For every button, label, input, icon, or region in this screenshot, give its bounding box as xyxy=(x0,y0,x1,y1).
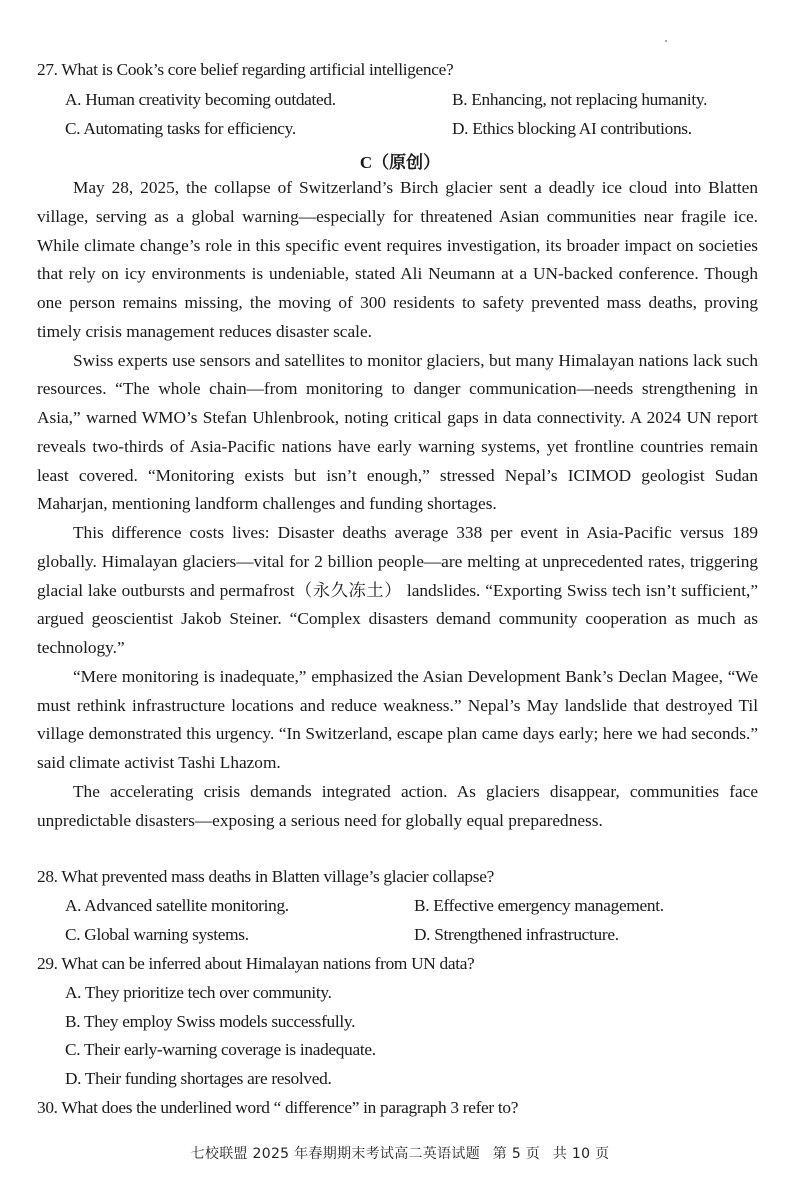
footer-total-pages: 共 10 页 xyxy=(552,1146,610,1162)
q28-option-a: A. Advanced satellite monitoring. xyxy=(65,896,289,915)
question-29-stem: 29. What can be inferred about Himalayan nations from UN data? xyxy=(37,954,475,973)
section-title: C（原创） xyxy=(359,153,441,172)
passage-paragraph-1: May 28, 2025, the collapse of Switzerland’s Birch glacier sent a deadly ice cloud into Blatten village, serving as a global warning—especially for threatened Asian communities near fragile ice. While climate change’s role in this specific event requires investigation, its broader impact on societies that rely on icy environments is undeniable, stated Ali Neumann at a UN-backed conference. Though one person remains missing, the moving of 300 residents to safety prevented mass deaths, proving timely crisis management reduces disaster scale. xyxy=(37,178,758,341)
page-footer xyxy=(0,1143,800,1163)
question-30-stem: 30. What does the underlined word “ difference” in paragraph 3 refer to? xyxy=(37,1098,519,1117)
passage-paragraph-2: Swiss experts use sensors and satellites to monitor glaciers, but many Himalayan nations lack such resources. “The whole chain—from monitoring to danger communication—needs strengthening in Asia,” warned WMO’s Stefan Uhlenbrook, noting critical gaps in data connectivity. A 2024 UN report reveals two-thirds of Asia-Pacific nations have early warning systems, yet frontline countries remain least covered. “Monitoring exists but isn’t enough,” stressed Nepal’s ICIMOD geologist Sudan Maharjan, mentioning landform challenges and funding shortages. xyxy=(37,350,758,514)
q29-option-c: C. Their early-warning coverage is inadequate. xyxy=(65,1040,376,1059)
q28-option-c: C. Global warning systems. xyxy=(65,925,249,944)
q27-option-c: C. Automating tasks for efficiency. xyxy=(65,119,296,138)
passage-paragraph-4: “Mere monitoring is inadequate,” emphasized the Asian Development Bank’s Declan Magee, “We must rethink infrastructure locations and reduce weakness.” Nepal’s May landslide that destroyed Til village demonstrated this urgency. “In Switzerland, escape plan came days early; here we had seconds.” said climate activist Tashi Lhazom. xyxy=(37,666,758,772)
q27-option-b: B. Enhancing, not replacing humanity. xyxy=(452,90,708,109)
passage-paragraph-5: The accelerating crisis demands integrated action. As glaciers disappear, communities face unpredictable disasters—exposing a serious need for globally equal preparedness. xyxy=(37,781,758,830)
q29-option-d: D. Their funding shortages are resolved. xyxy=(65,1069,332,1088)
footer-page-number: 第 5 页 xyxy=(492,1146,541,1162)
q27-option-d: D. Ethics blocking AI contributions. xyxy=(452,119,692,138)
q28-option-d: D. Strengthened infrastructure. xyxy=(414,925,619,944)
question-28-stem: 28. What prevented mass deaths in Blatten village’s glacier collapse? xyxy=(37,867,494,886)
scan-speck xyxy=(665,40,667,42)
q27-option-a: A. Human creativity becoming outdated. xyxy=(65,90,336,109)
q29-option-b: B. They employ Swiss models successfully. xyxy=(65,1012,356,1031)
reading-passage xyxy=(37,174,758,835)
question-27-stem: 27. What is Cook’s core belief regarding artificial intelligence? xyxy=(37,60,454,79)
q29-option-a: A. They prioritize tech over community. xyxy=(65,983,332,1002)
q28-option-b: B. Effective emergency management. xyxy=(414,896,664,915)
footer-exam-title: 七校联盟 2025 年春期期末考试高二英语试题 xyxy=(190,1146,481,1162)
passage-paragraph-3: This difference costs lives: Disaster deaths average 338 per event in Asia-Pacific versus 189 globally. Himalayan glaciers—vital for 2 billion people—are melting at unprecedented rates, triggering glacial lake outbursts and permafrost（永久冻土） landslides. “Exporting Swiss tech isn’t sufficient,” argued geoscientist Jakob Steiner. “Complex disasters demand community cooperation as much as technology.” xyxy=(37,523,758,657)
